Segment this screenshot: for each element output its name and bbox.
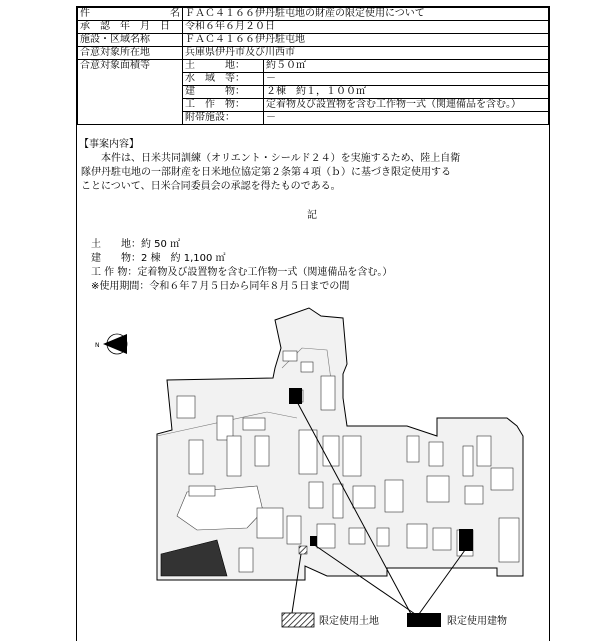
paragraph-line: 隊伊丹駐屯地の一部財産を日米地位協定第２条第４項（ｂ）に基づき限定使用する	[81, 167, 451, 178]
row-label: 合意対象所在地	[78, 47, 183, 60]
row-value: ＦＡＣ４１６６伊丹駐屯地	[183, 34, 549, 47]
table-row	[78, 8, 549, 21]
limited-use-building	[459, 529, 473, 551]
table-row	[78, 21, 549, 34]
legend-building-label: 限定使用建物	[447, 616, 507, 627]
paragraph-line: ことについて、日米合同委員会の承認を得たものである。	[81, 181, 341, 192]
area-value: －	[264, 73, 549, 86]
table-row	[78, 47, 549, 60]
area-sub-label: 水 域 等：	[183, 73, 264, 86]
content-area	[77, 136, 549, 641]
row-value: ＦＡＣ４１６６伊丹駐屯地の財産の限定使用について	[183, 8, 549, 21]
area-sub-label: 附帯施設：	[183, 112, 264, 125]
map-legend	[282, 613, 507, 627]
detail-line: 建 物：2 棟 約 1,100 ㎡	[91, 253, 226, 264]
document-sheet	[76, 6, 550, 641]
legend-building-swatch	[407, 613, 441, 627]
row-value: 兵庫県伊丹市及び川西市	[183, 47, 549, 60]
row-value: 令和６年６月２０日	[183, 21, 549, 34]
detail-line: 土 地：約 50 ㎡	[91, 239, 181, 250]
limited-use-building	[289, 388, 302, 404]
detail-line: ※使用期間：令和６年７月５日から同年８月５日までの間	[91, 281, 350, 292]
area-value: 約５０㎡	[264, 60, 549, 73]
paragraph-line: 本件は、日米共同訓練（オリエント・シールド２４）を実施するため、陸上自衛	[91, 153, 461, 164]
row-label: 施設・区域名称	[78, 34, 183, 47]
area-sub-label: 工 作 物：	[183, 99, 264, 112]
compass-icon	[95, 334, 127, 354]
compass-label: N	[95, 342, 100, 349]
area-value: 定着物及び設置物を含む工作物一式（関連備品を含む。）	[264, 99, 549, 112]
content-heading: 【事案内容】	[79, 139, 139, 150]
legend-land-label: 限定使用土地	[319, 616, 379, 627]
ki-heading: 記	[307, 210, 317, 221]
row-label: 件 名	[78, 8, 183, 21]
limited-use-land	[299, 546, 307, 554]
table-row	[78, 34, 549, 47]
legend-land-swatch	[282, 613, 314, 627]
row-label: 承 認 年 月 日	[78, 21, 183, 34]
area-value: －	[264, 112, 549, 125]
table-row	[78, 60, 549, 73]
area-value: ２棟 約１，１００㎡	[264, 86, 549, 99]
header-table	[77, 7, 549, 125]
area-sub-label: 建 物：	[183, 86, 264, 99]
area-sub-label: 土 地：	[183, 60, 264, 73]
site-map	[77, 136, 549, 641]
detail-line: 工 作 物：定着物及び設置物を含む工作物一式（関連備品を含む。）	[91, 267, 393, 278]
area-label: 合意対象面積等	[78, 60, 183, 125]
